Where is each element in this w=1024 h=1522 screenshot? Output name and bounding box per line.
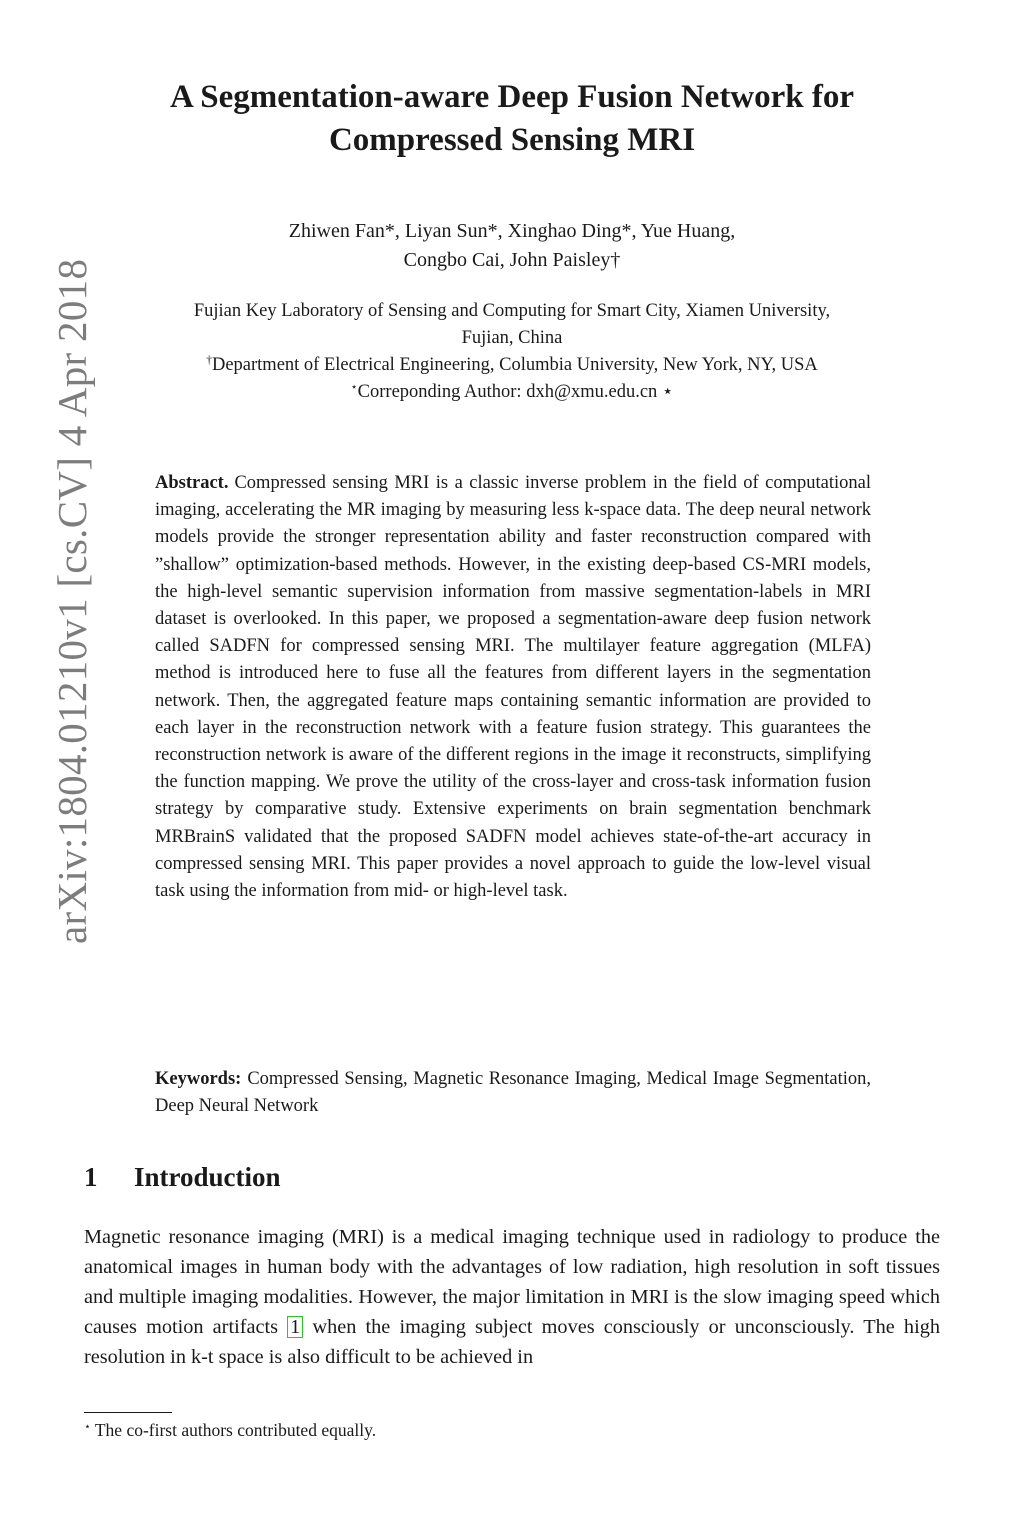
paper-title [80, 76, 944, 162]
abstract-text: Compressed sensing MRI is a classic inverse problem in the field of computational imaging, accelerating the MR imaging by measuring less k-space data. The deep neural network models provide the stronger representation ability and faster reconstruction compared with ”shallow” optimization-based methods. However, in the existing deep-based CS-MRI models, the high-level semantic supervision information from massive segmentation-labels in MRI dataset is overlooked. In this paper, we proposed a segmentation-aware deep fusion network called SADFN for compressed sensing MRI. The multilayer feature aggregation (MLFA) method is introduced here to fuse all the features from different layers in the segmentation network. Then, the aggregated feature maps containing semantic information are provided to each layer in the reconstruction network with a feature fusion strategy. This guarantees the reconstruction network is aware of the different regions in the image it reconstructs, simplifying the function mapping. We prove the utility of the cross-layer and cross-task information fusion strategy by comparative study. Extensive experiments on brain segmentation benchmark MRBrainS validated that the proposed SADFN model achieves state-of-the-art accuracy in compressed sensing MRI. This paper provides a novel approach to guide the low-level visual task using the information from mid- or high-level task. [155, 473, 871, 902]
abstract-label: Abstract. [155, 473, 229, 493]
affiliation-line-2: Fujian, China [461, 328, 563, 348]
title-line-2: Compressed Sensing MRI [328, 122, 696, 158]
title-line-1: A Segmentation-aware Deep Fusion Network for [169, 79, 855, 115]
star-marker: ⋆ [350, 381, 358, 394]
footnote-divider [84, 1412, 172, 1413]
affiliation-line-1: Fujian Key Laboratory of Sensing and Computing for Smart City, Xiamen University, [193, 301, 831, 321]
footnote [84, 1418, 940, 1442]
section-heading [84, 1162, 281, 1193]
affiliation-line-3: †Department of Electrical Engineering, Columbia University, New York, NY, USA [206, 354, 818, 375]
intro-text-after-cite: when the imaging subject moves consciously or unconsciously. The high resolution in k-t space is also difficult to be achieved in [84, 1316, 940, 1368]
footnote-marker: ⋆ [84, 1421, 91, 1434]
keywords [155, 1066, 871, 1120]
citation-link[interactable]: 1 [287, 1316, 303, 1338]
intro-paragraph [84, 1222, 940, 1372]
section-title: Introduction [134, 1162, 281, 1192]
section-number: 1 [84, 1162, 98, 1192]
affiliations [80, 298, 944, 406]
keywords-text: Compressed Sensing, Magnetic Resonance Imaging, Medical Image Segmentation, Deep Neural Network [155, 1069, 871, 1117]
intro-text-before-cite: Magnetic resonance imaging (MRI) is a medical imaging technique used in radiology to produce the anatomical images in human body with the advantages of low radiation, high resolution in soft tissues and multiple imaging modalities. However, the major limitation in MRI is the slow imaging speed which causes motion artifacts [84, 1226, 940, 1338]
authors-line-1: Zhiwen Fan*, Liyan Sun*, Xinghao Ding*, Yue Huang, [288, 220, 736, 242]
author-list [80, 217, 944, 275]
abstract [155, 470, 871, 905]
keywords-label: Keywords: [155, 1069, 242, 1089]
corresponding-author: ⋆Correponding Author: dxh@xmu.edu.cn ⋆ [350, 381, 674, 402]
authors-line-2: Congbo Cai, John Paisley† [403, 249, 621, 271]
footnote-text: The co-first authors contributed equally. [94, 1420, 377, 1440]
dagger-marker: † [206, 354, 212, 367]
arxiv-identifier[interactable]: arXiv:1804.01210v1 [cs.CV] 4 Apr 2018 [49, 258, 95, 944]
